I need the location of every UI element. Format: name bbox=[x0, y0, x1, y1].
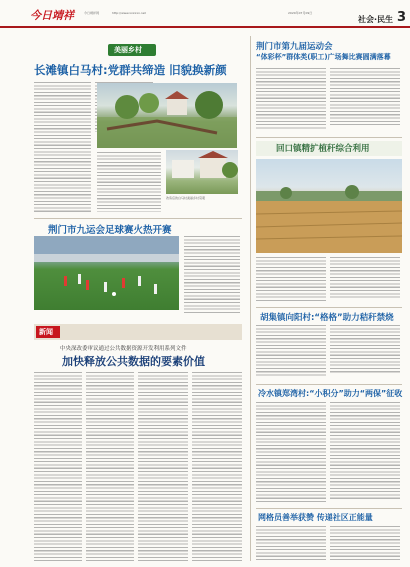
section-name: 社会·民生 bbox=[357, 15, 393, 24]
right2-headline: 回口镇精扩植秆综合利用 bbox=[276, 144, 370, 154]
web-label: 今日靖祥网 bbox=[84, 11, 100, 15]
newspaper-logo: 今日靖祥 bbox=[30, 9, 74, 22]
story1-photo-small bbox=[166, 150, 238, 194]
right5-body-col1 bbox=[256, 526, 326, 562]
story1-caption: 改造后的白马村美丽乡村景观 bbox=[166, 196, 206, 200]
divider bbox=[34, 218, 242, 219]
story3-body-col3 bbox=[138, 372, 188, 562]
right1-headline-line2: “体彩杯”群体类(职工)广场舞比赛圆满落幕 bbox=[256, 53, 391, 61]
right1-headline-line1: 荆门市第九届运动会 bbox=[256, 42, 333, 52]
right3-body-col1 bbox=[256, 325, 326, 377]
right2-photo bbox=[256, 159, 402, 253]
story3-body-col4 bbox=[192, 372, 242, 562]
right1-body-col2 bbox=[330, 68, 400, 126]
right4-body-col1 bbox=[256, 402, 326, 504]
kicker-text: 美丽乡村 bbox=[114, 46, 142, 54]
right2-body-col1 bbox=[256, 257, 326, 303]
story2-photo bbox=[34, 236, 179, 310]
right4-headline: 冷水镇郑湾村:“小积分”助力“两保”征收 bbox=[258, 389, 403, 398]
divider bbox=[256, 137, 402, 138]
right3-body-col2 bbox=[330, 325, 400, 373]
story3-headline: 加快释放公共数据的要素价值 bbox=[62, 355, 205, 368]
story2-body bbox=[184, 236, 240, 314]
divider bbox=[256, 307, 402, 308]
divider bbox=[256, 508, 402, 509]
right5-headline: 网格员善举获赞 传递社区正能量 bbox=[258, 513, 373, 522]
story1-headline: 长滩镇白马村:党群共缔造 旧貌换新颜 bbox=[34, 63, 227, 77]
issue-date: 2020年07月09日 bbox=[288, 11, 313, 15]
story3-body-col1 bbox=[34, 372, 82, 562]
right5-body-col2 bbox=[330, 526, 400, 562]
story3-subtitle: 中央深改委审议通过公共数据资源开发利用系列文件 bbox=[60, 346, 187, 352]
story1-photo-main bbox=[97, 83, 237, 148]
column-divider bbox=[250, 36, 251, 561]
story2-headline: 荆门市九运会足球赛火热开赛 bbox=[48, 225, 172, 236]
url-text: http://www.xxxxxx.net bbox=[112, 11, 146, 15]
story1-body-col1 bbox=[34, 82, 91, 212]
page-number: 3 bbox=[396, 10, 406, 25]
story3-banner bbox=[34, 324, 242, 340]
right2-body-col2 bbox=[330, 257, 400, 299]
right4-body-col2 bbox=[330, 402, 400, 500]
right1-body-col1 bbox=[256, 68, 326, 130]
story3-body-col2 bbox=[86, 372, 134, 562]
story1-body-col3 bbox=[97, 152, 161, 212]
right3-headline: 胡集镇向阳村:“格格”助力秸秆禁烧 bbox=[260, 313, 394, 323]
story3-kicker: 新闻 bbox=[39, 328, 53, 336]
divider bbox=[256, 384, 402, 385]
